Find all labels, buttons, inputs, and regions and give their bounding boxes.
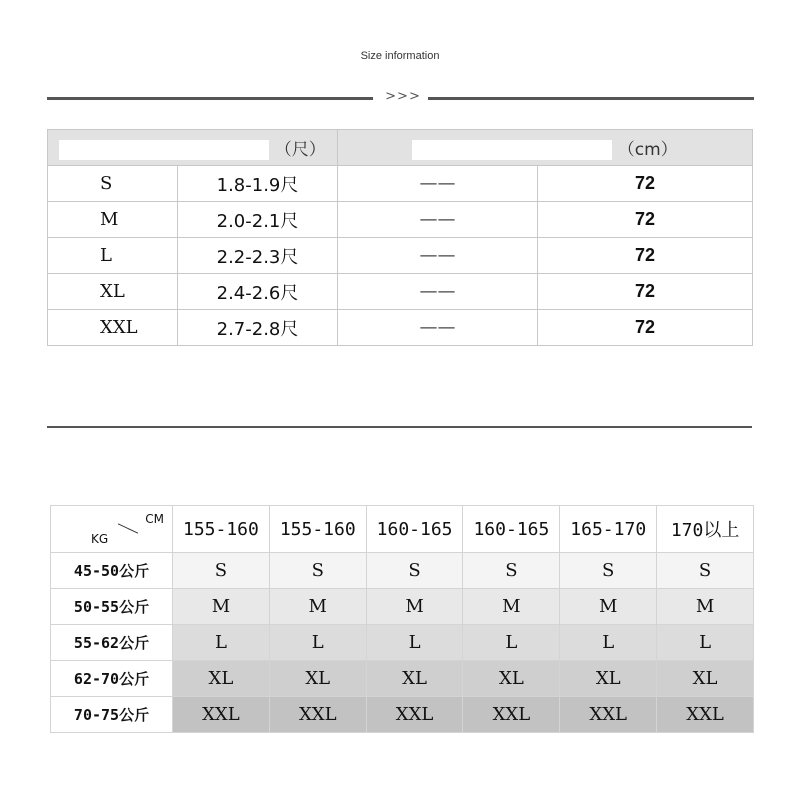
size-cell: XL — [269, 661, 366, 697]
height-col-header: 170以上 — [657, 506, 754, 553]
divider-arrows: >>> — [385, 89, 421, 104]
dash-cell: —— — [338, 310, 538, 346]
height-col-header: 165-170 — [560, 506, 657, 553]
size-cell: L — [560, 625, 657, 661]
size-cell: M — [463, 589, 560, 625]
size-length-header-row — [48, 130, 753, 166]
range-cell: 2.7-2.8尺 — [178, 310, 338, 346]
corner-kg-label: KG — [91, 532, 109, 546]
size-cell: L — [48, 238, 178, 274]
table-row — [48, 274, 753, 310]
weight-row-header: 55-62公斤 — [51, 625, 173, 661]
size-cell: S — [366, 553, 463, 589]
size-cell: XXL — [366, 697, 463, 733]
size-cell: XXL — [560, 697, 657, 733]
weight-row-header: 62-70公斤 — [51, 661, 173, 697]
size-cell: XL — [48, 274, 178, 310]
header-waist-unit: （尺） — [274, 140, 326, 160]
header-length — [338, 130, 753, 166]
range-cell: 1.8-1.9尺 — [178, 166, 338, 202]
length-value-cell: 72 — [538, 274, 753, 310]
corner-cm-label: CM — [145, 512, 164, 526]
size-cell: L — [657, 625, 754, 661]
section-divider — [47, 426, 752, 428]
header-length-unit: （cm） — [617, 140, 678, 160]
divider-right — [428, 97, 754, 100]
height-col-header: 160-165 — [366, 506, 463, 553]
size-cell: S — [269, 553, 366, 589]
size-cell: L — [269, 625, 366, 661]
length-value-cell: 72 — [538, 166, 753, 202]
weight-row-header: 45-50公斤 — [51, 553, 173, 589]
page-title: Size information — [360, 50, 440, 62]
size-cell: M — [48, 202, 178, 238]
size-cell: S — [657, 553, 754, 589]
table-row — [51, 625, 754, 661]
size-cell: XXL — [657, 697, 754, 733]
size-cell: S — [48, 166, 178, 202]
dash-cell: —— — [338, 238, 538, 274]
size-cell: XXL — [463, 697, 560, 733]
size-cell: S — [560, 553, 657, 589]
height-weight-size-table — [50, 505, 754, 733]
size-cell: M — [269, 589, 366, 625]
size-cell: XL — [657, 661, 754, 697]
size-cell: XL — [560, 661, 657, 697]
size-cell: L — [173, 625, 270, 661]
weight-row-header: 50-55公斤 — [51, 589, 173, 625]
dash-cell: —— — [338, 166, 538, 202]
header-waist — [48, 130, 338, 166]
size-cell: XXL — [173, 697, 270, 733]
dash-cell: —— — [338, 202, 538, 238]
height-header-row — [51, 506, 754, 553]
range-cell: 2.0-2.1尺 — [178, 202, 338, 238]
corner-diagonal — [118, 523, 138, 533]
redacted-mask — [59, 140, 269, 160]
weight-row-header: 70-75公斤 — [51, 697, 173, 733]
height-col-header: 155-160 — [173, 506, 270, 553]
table-row — [51, 661, 754, 697]
size-cell: XL — [366, 661, 463, 697]
length-value-cell: 72 — [538, 238, 753, 274]
range-cell: 2.2-2.3尺 — [178, 238, 338, 274]
dash-cell: —— — [338, 274, 538, 310]
size-cell: XXL — [269, 697, 366, 733]
size-cell: M — [657, 589, 754, 625]
table-row — [48, 310, 753, 346]
length-value-cell: 72 — [538, 310, 753, 346]
table-row — [48, 238, 753, 274]
size-cell: M — [366, 589, 463, 625]
table-row — [48, 166, 753, 202]
size-cell: S — [173, 553, 270, 589]
size-cell: XL — [463, 661, 560, 697]
table-row — [51, 697, 754, 733]
range-cell: 2.4-2.6尺 — [178, 274, 338, 310]
size-length-table — [47, 129, 753, 346]
corner-cell — [51, 506, 173, 553]
height-col-header: 160-165 — [463, 506, 560, 553]
height-col-header: 155-160 — [269, 506, 366, 553]
size-cell: M — [173, 589, 270, 625]
table-row — [51, 589, 754, 625]
size-cell: XL — [173, 661, 270, 697]
size-cell: XXL — [48, 310, 178, 346]
size-cell: S — [463, 553, 560, 589]
length-value-cell: 72 — [538, 202, 753, 238]
redacted-mask — [412, 140, 612, 160]
size-cell: L — [366, 625, 463, 661]
table-row — [48, 202, 753, 238]
table-row — [51, 553, 754, 589]
divider-left — [47, 97, 373, 100]
size-cell: M — [560, 589, 657, 625]
size-cell: L — [463, 625, 560, 661]
